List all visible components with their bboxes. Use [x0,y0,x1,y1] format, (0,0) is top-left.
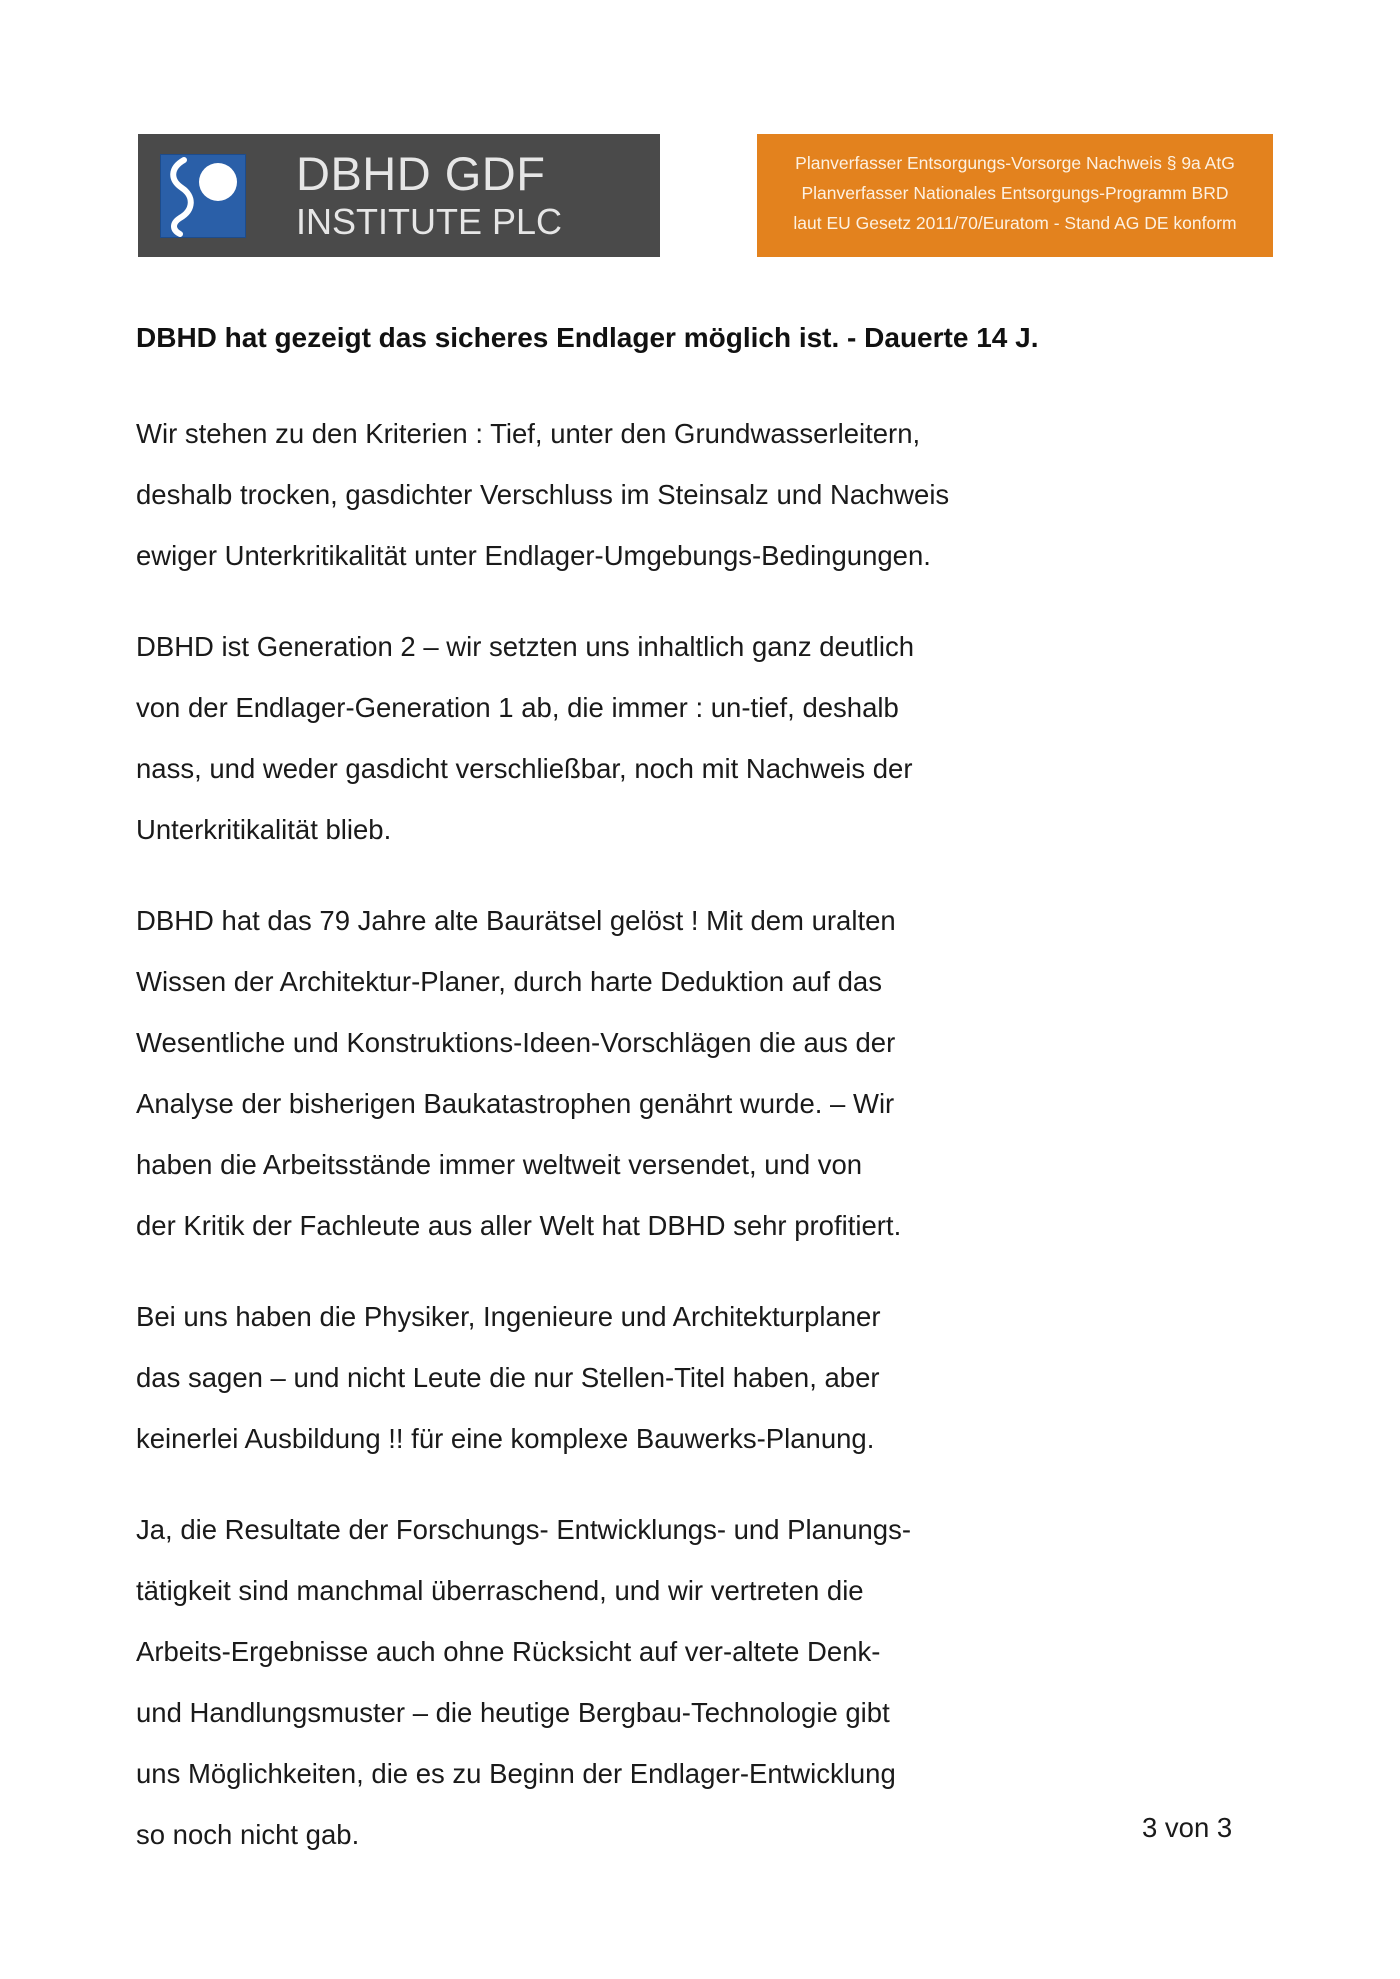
text-line: DBHD hat das 79 Jahre alte Baurätsel gelöst ! Mit dem uralten [136,905,896,936]
logo-subtitle: INSTITUTE PLC [296,201,563,242]
text-line: Unterkritikalität blieb. [136,814,392,845]
paragraph [136,403,1236,586]
text-line: Analyse der bisherigen Baukatastrophen genährt wurde. – Wir [136,1088,895,1119]
text-line: der Kritik der Fachleute aus aller Welt hat DBHD sehr profitiert. [136,1210,902,1241]
paragraph [136,890,1236,1256]
text-line: das sagen – und nicht Leute die nur Stellen-Titel haben, aber [136,1362,880,1393]
text-line: Wir stehen zu den Kriterien : Tief, unter den Grundwasserleitern, [136,418,921,449]
logo-title: DBHD GDF [296,147,546,200]
text-line: Arbeits-Ergebnisse auch ohne Rücksicht auf ver-altete Denk- [136,1636,881,1667]
text-line: Wissen der Architektur-Planer, durch harte Deduktion auf das [136,966,882,997]
institute-logo [138,134,660,257]
text-line: tätigkeit sind manchmal überraschend, und wir vertreten die [136,1575,864,1606]
paragraph [136,1286,1236,1469]
text-line: so noch nicht gab. [136,1819,360,1850]
institute-mark-icon [160,154,246,238]
text-line: und Handlungsmuster – die heutige Bergbau-Technologie gibt [136,1697,890,1728]
text-line: Bei uns haben die Physiker, Ingenieure und Architekturplaner [136,1301,881,1332]
certification-badge [757,134,1273,257]
paragraph [136,616,1236,860]
page-headline: DBHD hat gezeigt das sicheres Endlager möglich ist. - Dauerte 14 J. [136,322,1039,353]
text-line: uns Möglichkeiten, die es zu Beginn der Endlager-Entwicklung [136,1758,896,1789]
text-line: keinerlei Ausbildung !! für eine komplexe Bauwerks-Planung. [136,1423,875,1454]
text-line: Wesentliche und Konstruktions-Ideen-Vorschlägen die aus der [136,1027,896,1058]
text-line: ewiger Unterkritikalität unter Endlager-Umgebungs-Bedingungen. [136,540,931,571]
text-line: deshalb trocken, gasdichter Verschluss im Steinsalz und Nachweis [136,479,950,510]
badge-line: laut EU Gesetz 2011/70/Euratom - Stand AG DE konform [793,213,1237,233]
badge-line: Planverfasser Entsorgungs-Vorsorge Nachweis § 9a AtG [795,153,1235,173]
text-line: Ja, die Resultate der Forschungs- Entwicklungs- und Planungs- [136,1514,911,1545]
badge-line: Planverfasser Nationales Entsorgungs-Programm BRD [801,183,1229,203]
text-line: von der Endlager-Generation 1 ab, die immer : un-tief, deshalb [136,692,899,723]
text-line: nass, und weder gasdicht verschließbar, noch mit Nachweis der [136,753,913,784]
text-line: DBHD ist Generation 2 – wir setzten uns inhaltlich ganz deutlich [136,631,915,662]
page-number: 3 von 3 [1142,1812,1233,1843]
body-text [136,403,1236,1895]
text-line: haben die Arbeitsstände immer weltweit versendet, und von [136,1149,863,1180]
paragraph [136,1499,1236,1865]
